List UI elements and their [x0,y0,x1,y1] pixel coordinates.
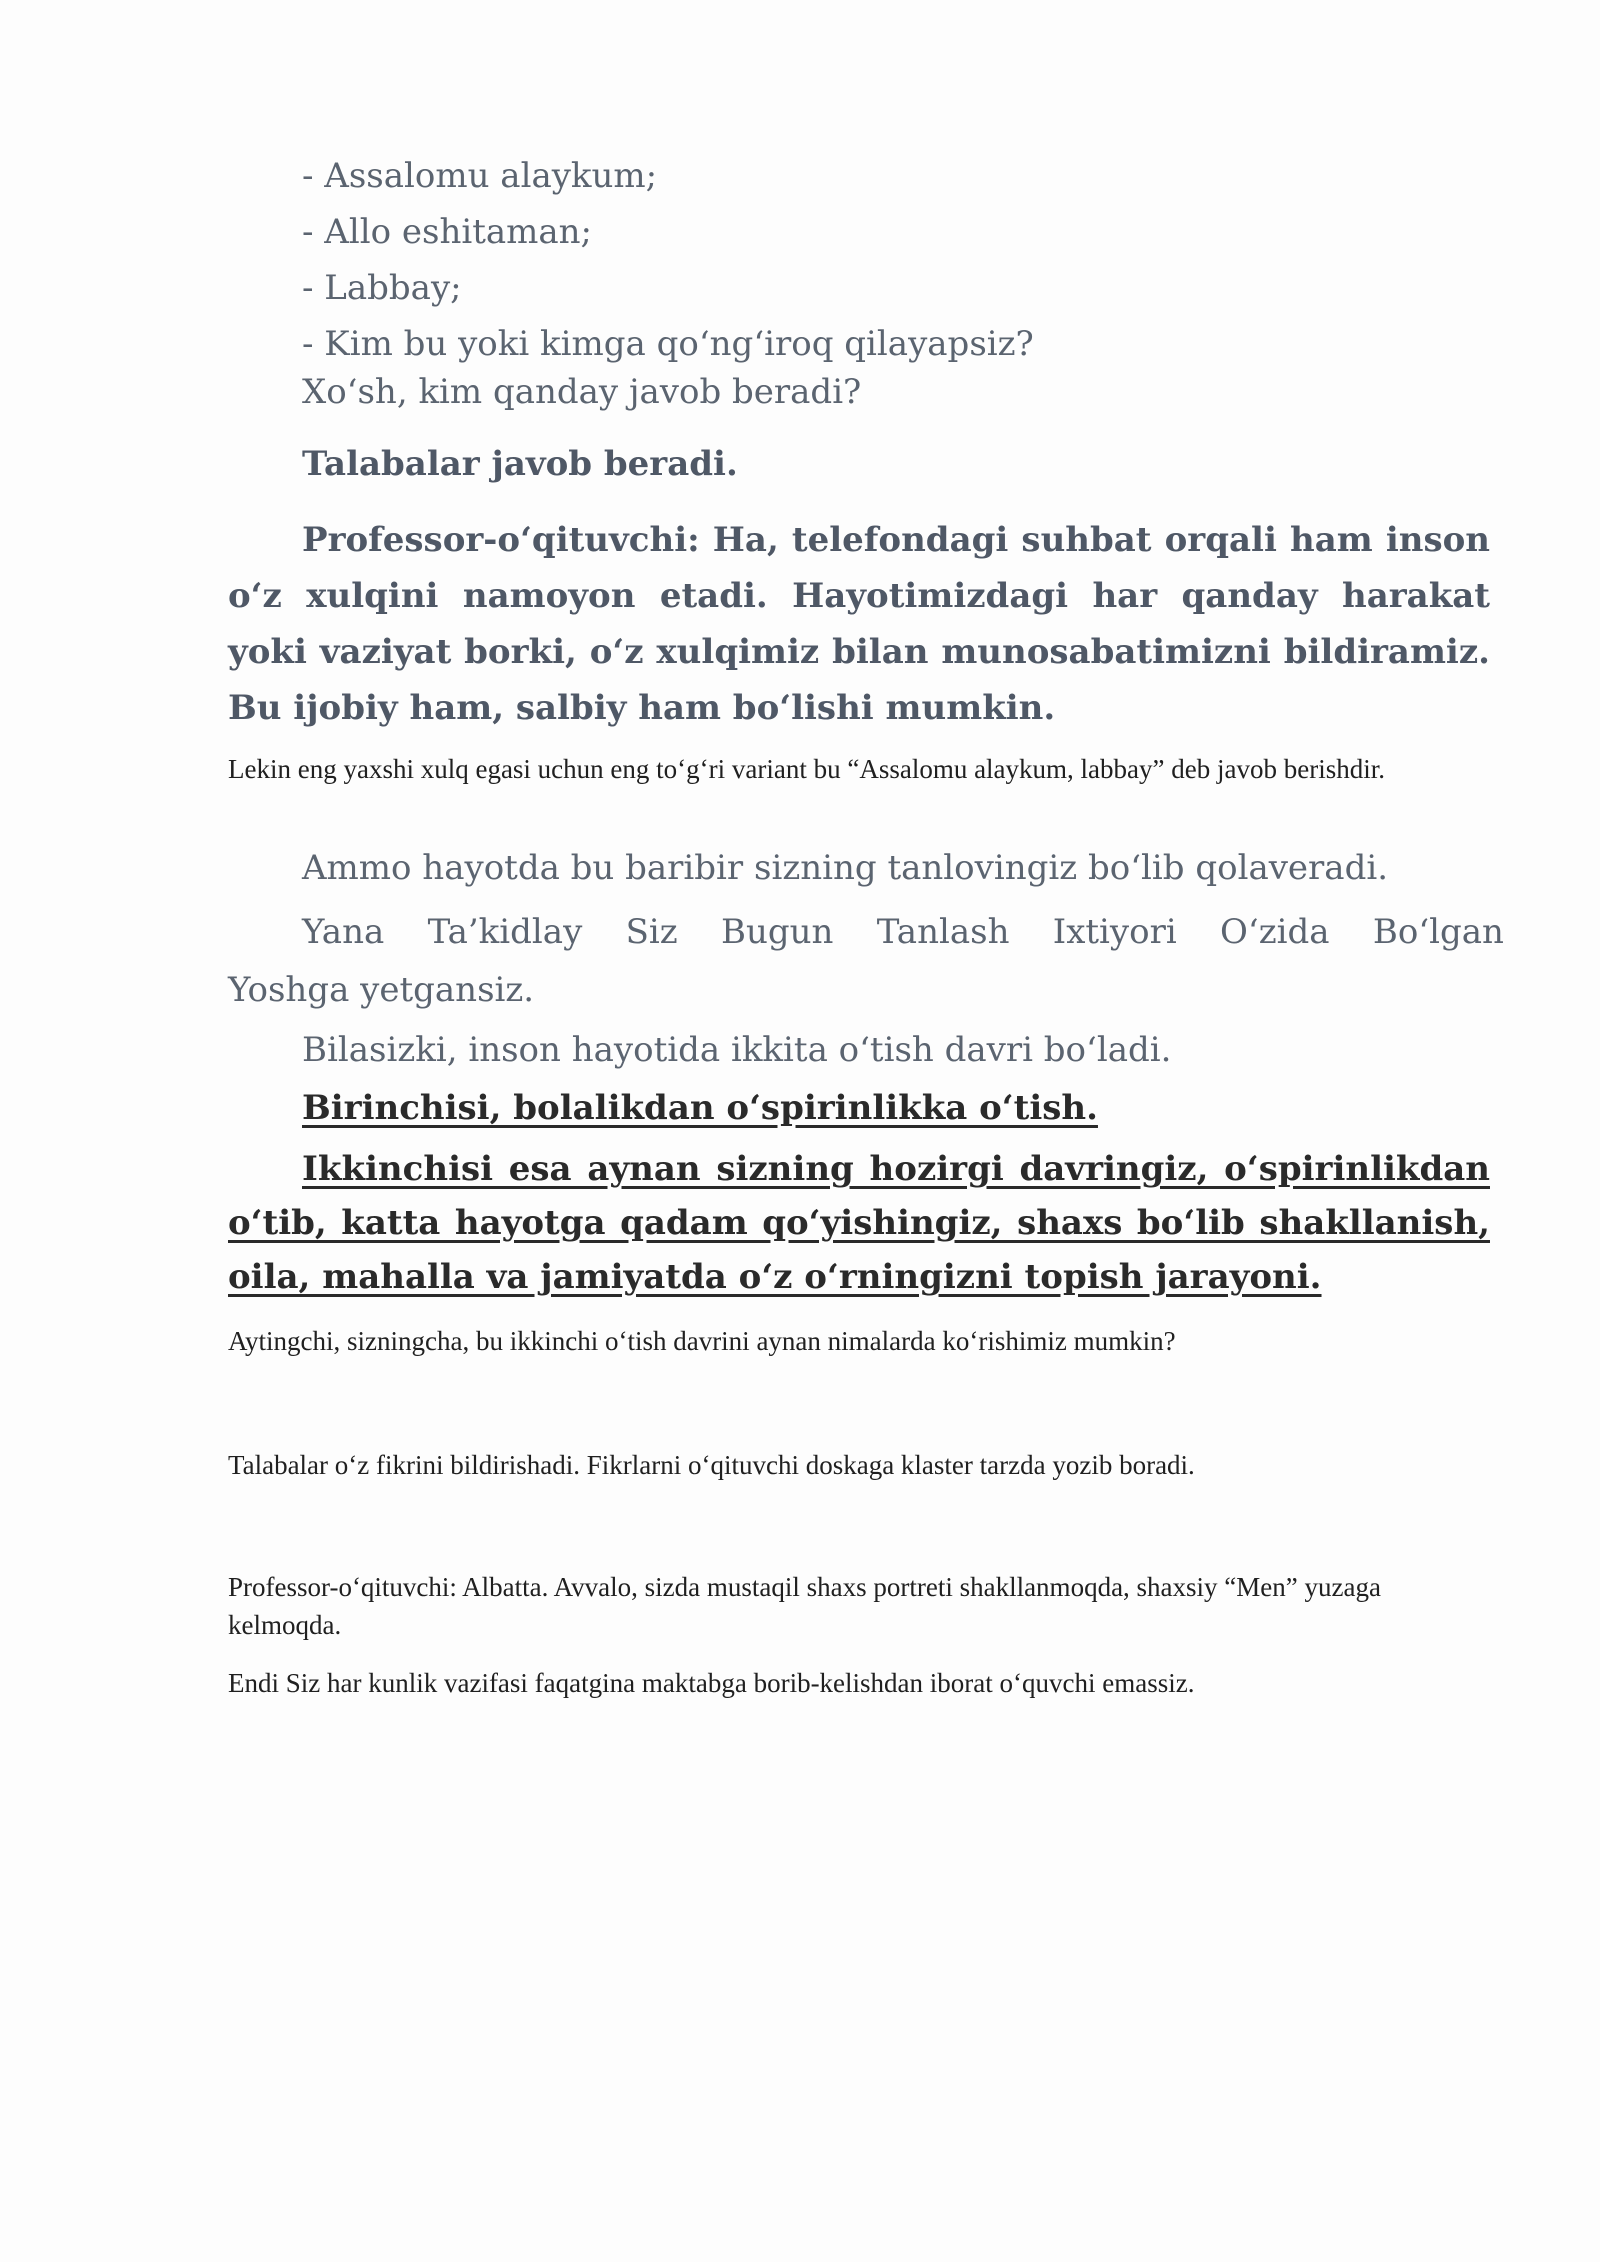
first-transition: Birinchisi, bolalikdan o‘spirinlikka o‘tish. [302,1088,1098,1128]
choice-line: Ammo hayotda bu baribir sizning tanlovingiz bo‘lib qolaveradi. [302,848,1389,888]
greeting-item: - Labbay; [302,268,462,308]
spread-word: Bo‘lgan [1372,912,1504,952]
students-opinion: Talabalar o‘z fikrini bildirishadi. Fikrlarni o‘qituvchi doskaga klaster tarzda yozib boradi. [228,1450,1195,1480]
second-transition: Ikkinchisi esa aynan sizning hozirgi davringiz, o‘spirinlikdan o‘tib, katta hayotga qadam qo‘yishingiz, shaxs bo‘lib shakllanish, oila, mahalla va jamiyatda o‘z o‘rningizni topish jarayoni. [228,1149,1490,1297]
spread-word: Siz [625,912,678,952]
spread-word: Ta’kidlay [427,912,583,952]
spread-word: Ixtiyori [1052,912,1177,952]
ask-line: Aytingchi, sizningcha, bu ikkinchi o‘tish davrini aynan nimalarda ko‘rishimiz mumkin? [228,1326,1176,1356]
professor-statement: Professor-o‘qituvchi: Ha, telefondagi suhbat orqali ham inson o‘z xulqini namoyon etadi. Hayotimizdagi har qanday harakat yoki vaziyat borki, o‘z xulqimiz bilan munosabatimizni bildiramiz. Bu ijobiy ham, salbiy ham bo‘lishi mumkin. [228,520,1490,728]
spread-word: Bugun [721,912,834,952]
spread-word: Yana [302,912,385,952]
professor-reply: Professor-o‘qituvchi: Albatta. Avvalo, sizda mustaqil shaxs portreti shakllanmoqda, shaxsiy “Men” yuzaga kelmoqda. [228,1572,1381,1640]
spread-word: Tanlash [876,912,1010,952]
students-answer: Talabalar javob beradi. [302,444,738,484]
final-line: Endi Siz har kunlik vazifasi faqatgina maktabga borib-kelishdan iborat o‘quvchi emassiz. [228,1668,1195,1698]
greeting-item: - Kim bu yoki kimga qo‘ng‘iroq qilayapsiz? [302,324,1034,364]
spread-word: O‘zida [1220,912,1330,952]
greeting-item: - Assalomu alaykum; [302,156,658,196]
greeting-item: - Allo eshitaman; [302,212,593,252]
greeting-list [302,148,1034,372]
question-line: Xo‘sh, kim qanday javob beradi? [302,372,862,412]
spread-continuation: Yoshga yetgansiz. [228,970,535,1010]
best-variant-text: Lekin eng yaxshi xulq egasi uchun eng to‘g‘ri variant bu “Assalomu alaykum, labbay” deb javob berishdir. [228,754,1385,784]
transition-intro: Bilasizki, inson hayotida ikkita o‘tish davri bo‘ladi. [302,1030,1172,1070]
spread-word-row [302,912,1504,952]
